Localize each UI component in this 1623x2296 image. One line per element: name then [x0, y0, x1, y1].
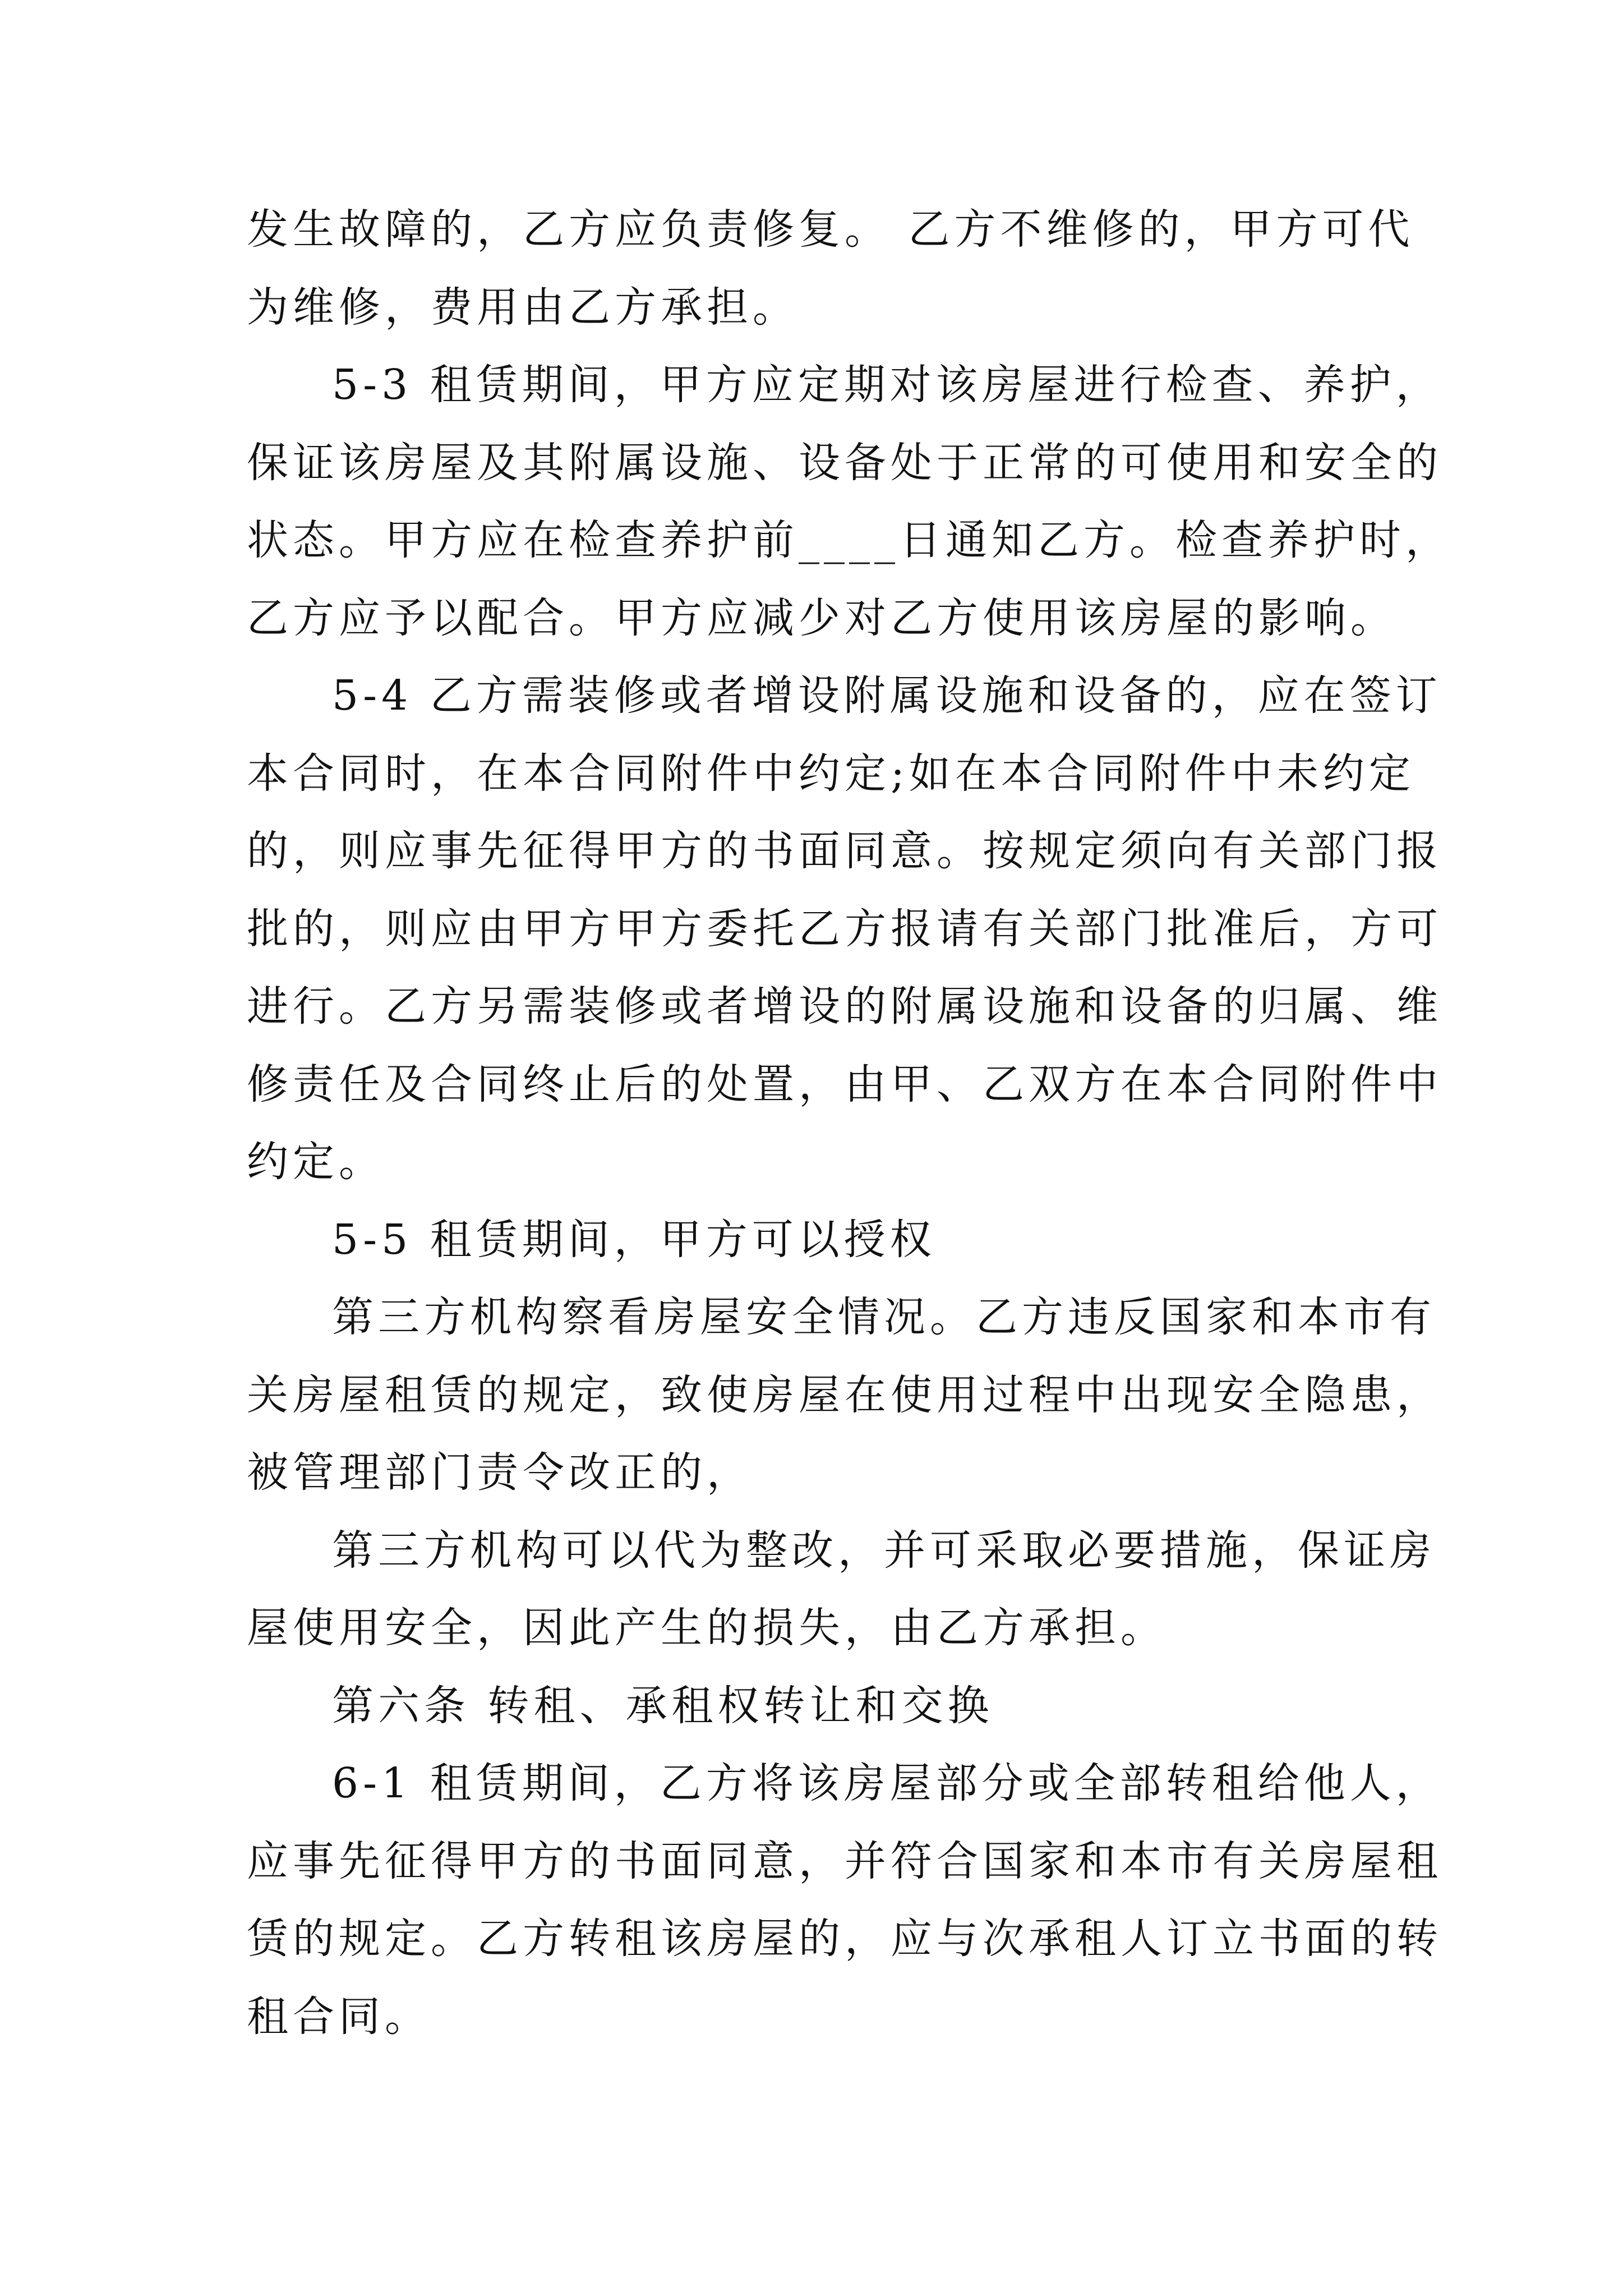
text-line: 应事先征得甲方的书面同意，并符合国家和本市有关房屋租	[247, 1837, 1442, 1885]
text-line: 第三方机构察看房屋安全情况。乙方违反国家和本市有	[332, 1293, 1436, 1341]
contract-text-body	[247, 191, 1451, 2055]
text-line: 的，则应事先征得甲方的书面同意。按规定须向有关部门报	[247, 827, 1442, 875]
text-line: 被管理部门责令改正的，	[247, 1448, 753, 1497]
text-line: 批的，则应由甲方甲方委托乙方报请有关部门批准后，方可	[247, 904, 1442, 953]
text-line: 修责任及合同终止后的处置，由甲、乙双方在本合同附件中	[247, 1060, 1442, 1108]
clause-6-1-line: 6-1 租赁期间，乙方将该房屋部分或全部转租给他人，	[332, 1759, 1442, 1807]
text-line: 乙方应予以配合。甲方应减少对乙方使用该房屋的影响。	[247, 593, 1396, 642]
text-line: 进行。乙方另需装修或者增设的附属设施和设备的归属、维	[247, 982, 1442, 1030]
text-line: 本合同时，在本合同附件中约定;如在本合同附件中未约定	[247, 749, 1415, 798]
text-line: 屋使用安全，因此产生的损失，由乙方承担。	[247, 1604, 1166, 1652]
text-line: 状态。甲方应在检查养护前____日通知乙方。检查养护时，	[247, 516, 1451, 564]
clause-5-4-line: 5-4 乙方需装修或者增设附属设施和设备的，应在签订	[332, 671, 1442, 720]
article-6-heading: 第六条 转租、承租权转让和交换	[332, 1681, 994, 1730]
text-line: 约定。	[247, 1138, 385, 1186]
text-line: 赁的规定。乙方转租该房屋的，应与次承租人订立书面的转	[247, 1915, 1442, 1963]
text-line: 为维修，费用由乙方承担。	[247, 283, 799, 332]
text-line: 关房屋租赁的规定，致使房屋在使用过程中出现安全隐患，	[247, 1370, 1442, 1419]
clause-5-5-line: 5-5 租赁期间，甲方可以授权	[332, 1215, 936, 1264]
clause-5-3-line: 5-3 租赁期间，甲方应定期对该房屋进行检查、养护，	[332, 361, 1442, 409]
text-line: 第三方机构可以代为整改，并可采取必要措施，保证房	[332, 1526, 1436, 1575]
text-line: 发生故障的，乙方应负责修复。 乙方不维修的，甲方可代	[247, 205, 1414, 254]
text-line: 保证该房屋及其附属设施、设备处于正常的可使用和安全的	[247, 438, 1442, 487]
text-line: 租合同。	[247, 1992, 431, 2041]
